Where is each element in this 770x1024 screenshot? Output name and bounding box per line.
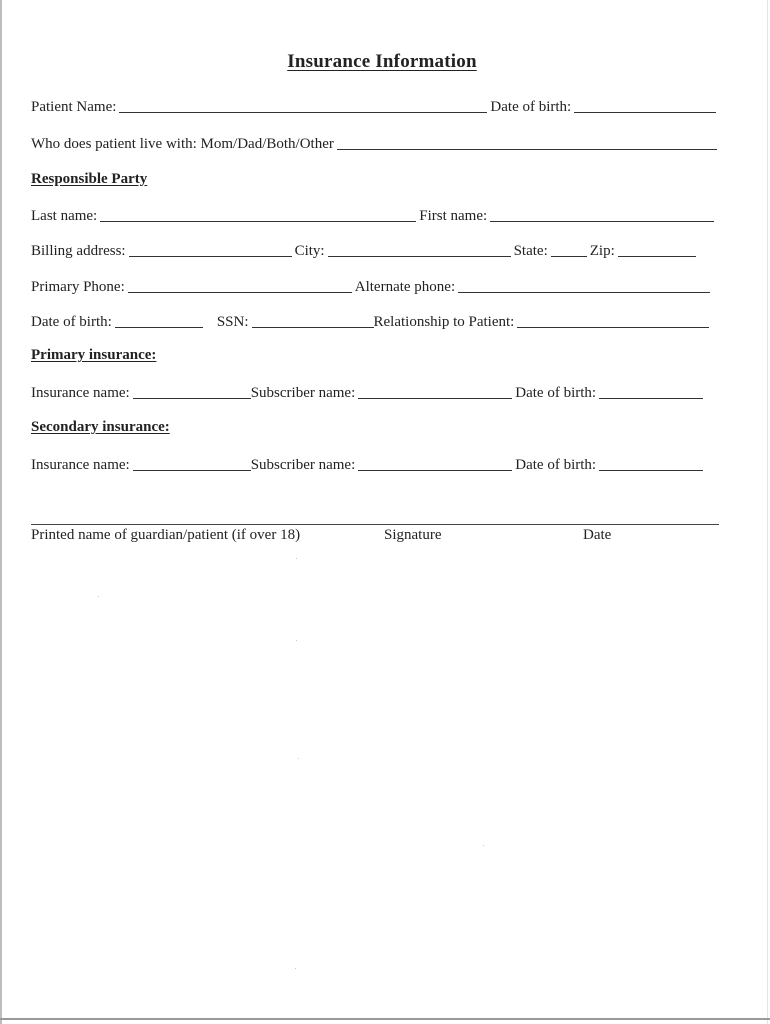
patient-dob-label: Date of birth:: [490, 99, 572, 115]
signature-label: Signature: [384, 527, 442, 543]
patient-name-row: [31, 98, 719, 116]
primary-insurance-name-label: Insurance name:: [31, 385, 130, 401]
billing-address-row: [31, 242, 699, 260]
city-label: City:: [294, 243, 325, 259]
ssn-label: SSN:: [216, 314, 249, 330]
scan-speck: [98, 596, 99, 597]
scan-speck: [295, 968, 296, 969]
primary-insurance-row: [31, 384, 706, 402]
primary-subscriber-name-field[interactable]: [358, 397, 512, 399]
city-field[interactable]: [328, 255, 511, 257]
scan-speck: [296, 558, 297, 559]
billing-address-label: Billing address:: [31, 243, 126, 259]
zip-label: Zip:: [589, 243, 615, 259]
first-name-field[interactable]: [490, 220, 714, 222]
responsible-dob-label: Date of birth:: [31, 314, 112, 330]
secondary-insurance-heading: Secondary insurance:: [31, 419, 170, 435]
scan-speck: [298, 758, 299, 759]
secondary-insurance-name-field[interactable]: [133, 469, 251, 471]
zip-field[interactable]: [618, 255, 696, 257]
primary-dob-label: Date of birth:: [515, 385, 597, 401]
page-right-edge: [767, 0, 768, 1024]
state-label: State:: [513, 243, 548, 259]
relationship-field[interactable]: [517, 326, 709, 328]
secondary-subscriber-name-field[interactable]: [358, 469, 512, 471]
alternate-phone-field[interactable]: [458, 291, 710, 293]
primary-subscriber-name-label: Subscriber name:: [250, 385, 356, 401]
primary-insurance-name-field[interactable]: [133, 397, 251, 399]
responsible-party-heading: Responsible Party: [31, 171, 148, 187]
last-name-label: Last name:: [31, 208, 98, 224]
phone-row: [31, 278, 713, 296]
last-name-field[interactable]: [100, 220, 416, 222]
primary-phone-field[interactable]: [128, 291, 352, 293]
secondary-insurance-name-label: Insurance name:: [31, 457, 130, 473]
secondary-insurance-row: [31, 456, 706, 474]
signature-line[interactable]: [31, 524, 719, 525]
responsible-name-row: [31, 207, 717, 225]
secondary-dob-label: Date of birth:: [515, 457, 597, 473]
secondary-subscriber-name-label: Subscriber name:: [250, 457, 356, 473]
lives-with-label: Who does patient live with: Mom/Dad/Both/Other: [31, 136, 334, 152]
patient-name-field[interactable]: [119, 111, 487, 113]
page-bottom-edge: [0, 1018, 770, 1020]
primary-phone-label: Primary Phone:: [31, 279, 125, 295]
patient-dob-field[interactable]: [574, 111, 716, 113]
lives-with-row: [31, 135, 720, 153]
printed-name-label: Printed name of guardian/patient (if over 18): [31, 527, 301, 543]
relationship-label: Relationship to Patient:: [373, 314, 515, 330]
primary-dob-field[interactable]: [599, 397, 703, 399]
date-label: Date: [583, 527, 612, 543]
scan-speck: [483, 845, 484, 846]
page-left-edge: [0, 0, 2, 1024]
billing-address-field[interactable]: [129, 255, 292, 257]
primary-insurance-heading: Primary insurance:: [31, 347, 157, 363]
first-name-label: First name:: [419, 208, 488, 224]
responsible-dob-row: [31, 313, 712, 331]
form-title: Insurance Information: [287, 51, 477, 72]
patient-name-label: Patient Name:: [31, 99, 117, 115]
scan-speck: [296, 640, 297, 641]
lives-with-field[interactable]: [337, 148, 717, 150]
secondary-dob-field[interactable]: [599, 469, 703, 471]
responsible-dob-field[interactable]: [115, 326, 203, 328]
alternate-phone-label: Alternate phone:: [354, 279, 456, 295]
state-field[interactable]: [551, 255, 587, 257]
ssn-field[interactable]: [252, 326, 374, 328]
